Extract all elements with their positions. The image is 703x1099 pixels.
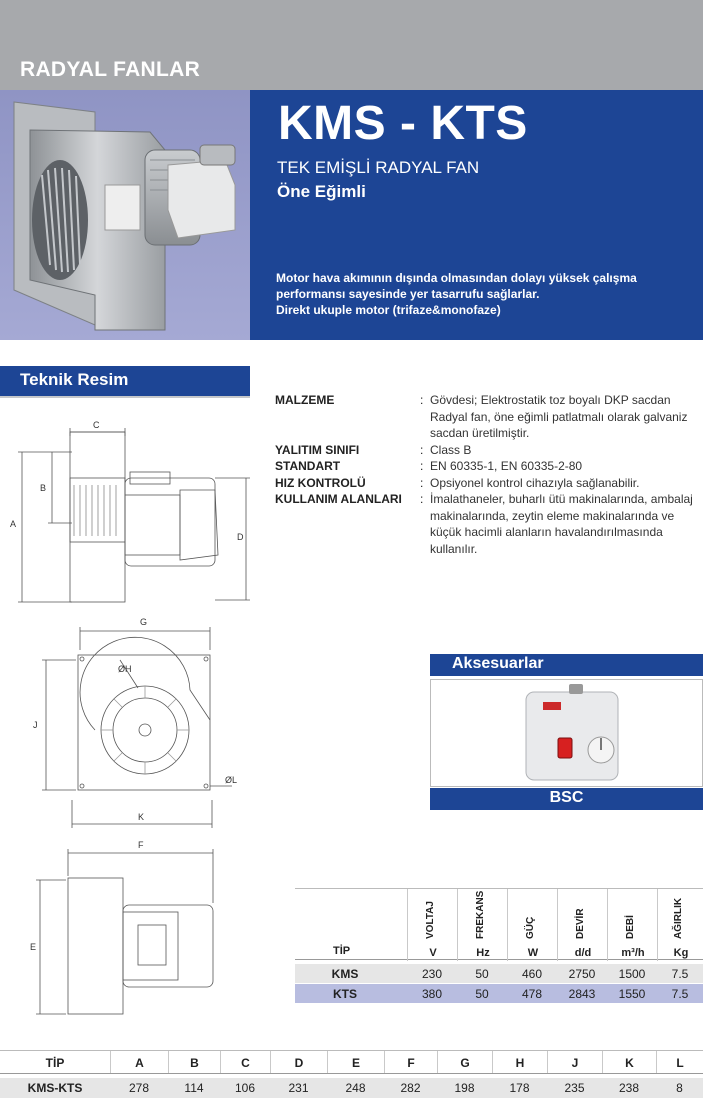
performance-table-header: [295, 888, 703, 960]
spec-colon: :: [420, 492, 424, 506]
column-header: E: [327, 1051, 384, 1073]
column-voltaj: [407, 889, 457, 961]
cell: 198: [454, 1081, 475, 1095]
column-header: FREKANS: [475, 890, 486, 939]
dim-label-b: B: [40, 483, 47, 493]
radial-fan-illustration: [0, 90, 250, 340]
technical-drawings: [0, 400, 270, 1040]
spec-colon: :: [420, 459, 424, 473]
column-header: GÜÇ: [525, 916, 536, 939]
cell: 478: [521, 987, 543, 1001]
cell: 178: [509, 1081, 530, 1095]
dim-label-c: C: [93, 420, 100, 430]
spec-colon: :: [420, 475, 424, 490]
dim-label-k: K: [138, 812, 145, 822]
column-unit: V: [429, 947, 437, 959]
table-row: [0, 1078, 703, 1098]
technical-drawing-heading: Teknik Resim: [0, 366, 250, 396]
desc-line: Direkt ukuple motor (trifaze&monofaze): [276, 303, 501, 317]
cell: 2843: [568, 987, 596, 1001]
column-unit: Kg: [673, 947, 689, 959]
dim-label-e: E: [30, 942, 37, 952]
column-header: K: [602, 1051, 656, 1073]
column-frekans: [457, 889, 507, 961]
column-header: AĞIRLIK: [673, 897, 684, 939]
dimensions-table: [0, 1050, 703, 1098]
column-header: DEVİR: [575, 908, 586, 939]
cell: 114: [184, 1081, 204, 1095]
spec-value: EN 60335-1, EN 60335-2-80: [430, 459, 583, 473]
cell: 282: [400, 1081, 421, 1095]
desc-line: performansı sayesinde yer tasarrufu sağlarlar.: [276, 287, 540, 301]
column-header: D: [270, 1051, 327, 1073]
spec-row: [275, 491, 695, 557]
column-header: C: [220, 1051, 270, 1073]
column-header: G: [437, 1051, 492, 1073]
cell: 7.5: [671, 967, 689, 981]
accessory-image: [430, 679, 703, 787]
dim-label-g: G: [140, 617, 148, 627]
product-photo: [0, 90, 250, 340]
cell: 460: [521, 967, 543, 981]
spec-colon: :: [420, 393, 424, 407]
dim-label-j: J: [33, 720, 38, 730]
column-header-tip: TİP: [333, 945, 351, 957]
column-header: B: [168, 1051, 220, 1073]
specifications: [275, 392, 695, 557]
cell: 7.5: [671, 987, 689, 1001]
spec-label: MALZEME: [275, 393, 335, 407]
column-header: J: [547, 1051, 602, 1073]
product-description: [276, 270, 637, 318]
column-devir: [557, 889, 607, 961]
spec-value: Gövdesi; Elektrostatik toz boyalı DKP sacdan Radyal fan, öne eğimli patlatmalı olarak galvaniz sacdan üretilmiştir.: [430, 393, 688, 440]
performance-table: [295, 888, 703, 1003]
accessory-name: BSC: [430, 788, 703, 810]
table-row: [295, 964, 703, 983]
cell: KMS-KTS: [27, 1081, 83, 1095]
cell: 231: [288, 1081, 309, 1095]
column-header: H: [492, 1051, 547, 1073]
column-header: F: [384, 1051, 437, 1073]
column-header: TİP: [45, 1056, 65, 1070]
column-header: DEBİ: [625, 915, 636, 939]
cell: 238: [618, 1081, 640, 1095]
cell: 235: [564, 1081, 585, 1095]
spec-label: KULLANIM ALANLARI: [275, 492, 402, 506]
cell: 1500: [618, 967, 646, 981]
column-unit: d/d: [574, 947, 592, 959]
section-title: RADYAL FANLAR: [20, 58, 201, 81]
column-agirlik: [657, 889, 703, 961]
model-title: KMS - KTS: [278, 97, 528, 150]
dim-label-l: ØL: [225, 775, 238, 785]
column-unit: Hz: [476, 947, 490, 959]
cell: 248: [345, 1081, 366, 1095]
desc-line: Motor hava akımının dışında olmasından dolayı yüksek çalışma: [276, 271, 637, 285]
cell: 278: [128, 1081, 150, 1095]
column-guc: [507, 889, 557, 961]
dim-label-f: F: [138, 840, 144, 850]
cell: 106: [234, 1081, 256, 1095]
spec-row: [275, 442, 695, 459]
spec-row: [275, 475, 695, 492]
product-subtitle: TEK EMİŞLİ RADYAL FAN: [277, 158, 480, 177]
speed-controller-illustration: [431, 680, 702, 786]
cell: 380: [421, 987, 443, 1001]
spec-row: [275, 392, 695, 442]
spec-colon: :: [420, 442, 424, 457]
hero-panel: [250, 90, 703, 340]
column-header: L: [656, 1051, 703, 1073]
spec-value: İmalathaneler, buharlı ütü makinalarında, ambalaj makinalarında, zeytin eleme makinalarında ve küçük hacimli alanların havalandırılmasında kullanılır.: [430, 492, 693, 556]
column-header: VOLTAJ: [425, 901, 436, 939]
spec-label: STANDART: [275, 459, 341, 473]
dim-label-d: D: [237, 532, 244, 542]
dim-label-a: A: [10, 519, 17, 529]
accessories-heading: Aksesuarlar: [430, 654, 703, 676]
dim-label-h: ØH: [118, 664, 132, 674]
column-unit: W: [527, 947, 539, 959]
cell: 230: [421, 967, 443, 981]
spec-label: YALITIM SINIFI: [275, 442, 360, 457]
row-tip: KMS: [331, 967, 359, 981]
product-subtitle-2: Öne Eğimli: [277, 182, 366, 201]
table-row: [295, 984, 703, 1003]
column-debi: [607, 889, 657, 961]
spec-label: HIZ KONTROLÜ: [275, 475, 366, 490]
spec-value: Class B: [430, 442, 472, 457]
heading-divider: [0, 396, 250, 398]
cell: 2750: [568, 967, 596, 981]
spec-row: [275, 458, 695, 475]
cell: 50: [475, 987, 489, 1001]
cell: 50: [475, 967, 489, 981]
cell: 8: [676, 1081, 683, 1095]
column-header: A: [110, 1051, 168, 1073]
cell: 1550: [618, 987, 646, 1001]
spec-value: Opsiyonel kontrol cihazıyla sağlanabilir.: [430, 475, 640, 490]
dimensions-header: [0, 1050, 703, 1074]
row-tip: KTS: [333, 987, 357, 1001]
column-unit: m³/h: [621, 947, 645, 959]
